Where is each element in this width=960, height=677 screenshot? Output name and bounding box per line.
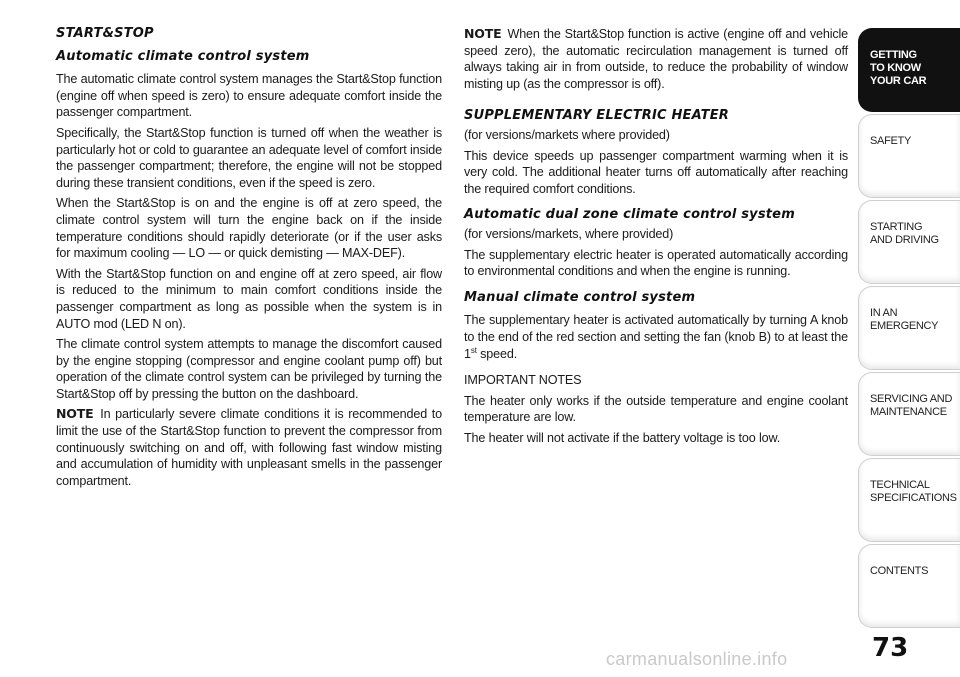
tab-safety[interactable] <box>858 114 960 198</box>
watermark: carmanualsonline.info <box>606 649 788 669</box>
paragraph: With the Start&Stop function on and engine off at zero speed, air flow is reduced to the minimum to main comfort conditions inside the passenger compartment as long as possible when the system is in AUTO mod (LED N on). <box>56 266 442 331</box>
manual-text-part: speed. <box>476 346 518 361</box>
paragraph: When the Start&Stop is on and the engine is off at zero speed, the climate control system will turn the engine back on if the inside temperature conditions should rapidly deteriorate (or if the user asks for maximum cooling — LO — or quick demisting — MAX-DEF). <box>56 196 442 261</box>
dual-zone-text: The supplementary electric heater is operated automatically according to environmental conditions and when the engine is running. <box>464 247 848 279</box>
important-title: IMPORTANT NOTES <box>464 373 582 388</box>
page-number: 73 <box>872 633 909 663</box>
note-text: In particularly severe climate conditions it is recommended to limit the use of the Start&Stop function to prevent the compressor from continuously switching on and off, with following fast window misting and accumulation of humidity with unpleasant smells in the passenger compartment. <box>56 407 442 488</box>
tab-label: SAFETY <box>870 135 911 147</box>
manual-text <box>464 312 848 362</box>
important-note: The heater only works if the outside temperature and engine coolant temperature are low. <box>464 393 848 425</box>
ordinal-suffix: st <box>470 345 477 355</box>
heater-scope: (for versions/markets where provided) <box>464 127 670 142</box>
manual-title: Manual climate control system <box>464 289 696 305</box>
tab-label: GETTING TO KNOW YOUR CAR <box>870 49 927 87</box>
chapter-sidebar <box>858 28 960 628</box>
heater-title: SUPPLEMENTARY ELECTRIC HEATER <box>464 108 730 124</box>
note-paragraph <box>56 406 442 489</box>
tab-contents[interactable] <box>858 544 960 628</box>
note-label: NOTE <box>464 26 502 41</box>
tab-servicing-and-maintenance[interactable] <box>858 372 960 456</box>
note-paragraph <box>464 26 848 92</box>
tab-label: TECHNICAL SPECIFICATIONS <box>870 479 957 504</box>
tab-in-an-emergency[interactable] <box>858 286 960 370</box>
tab-label: SERVICING AND MAINTENANCE <box>870 393 953 418</box>
left-column <box>56 26 442 493</box>
section-title: START&STOP <box>56 26 154 41</box>
tab-technical-specifications[interactable] <box>858 458 960 542</box>
tab-label: CONTENTS <box>870 565 929 577</box>
paragraph: Specifically, the Start&Stop function is turned off when the weather is particularly hot or cold to guarantee an adequate level of comfort inside the passenger compartment; therefore, the engine will not be stopped during these transient conditions, even if the speed is zero. <box>56 125 442 190</box>
paragraph: The climate control system attempts to manage the discomfort caused by the engine stopping (compressor and engine coolant pump off) but operation of the climate control system can be privileged by turning the Start&Stop off by pressing the button on the dashboard. <box>56 337 442 401</box>
tab-label: STARTING AND DRIVING <box>870 221 939 246</box>
tab-getting-to-know-your-car[interactable] <box>858 28 960 112</box>
note-label: NOTE <box>56 406 94 422</box>
right-column <box>464 26 848 450</box>
section-subtitle: Automatic climate control system <box>56 48 310 64</box>
paragraph: The automatic climate control system manages the Start&Stop function (engine off when speed is zero) to ensure adequate comfort inside the passenger compartment. <box>56 72 442 120</box>
dual-zone-scope: (for versions/markets, where provided) <box>464 226 674 241</box>
tab-label: IN AN EMERGENCY <box>870 307 939 332</box>
dual-zone-title: Automatic dual zone climate control system <box>464 207 795 223</box>
note-text: When the Start&Stop function is active (engine off and vehicle speed zero), the automatic recirculation management is turned off always taking air in from outside, to reduce the probability of window misting up (as the compressor is off). <box>464 27 848 91</box>
heater-text: This device speeds up passenger compartment warming when it is very cold. The additional heater turns off automatically after reaching the required comfort conditions. <box>464 148 848 196</box>
important-note: The heater will not activate if the battery voltage is too low. <box>464 430 781 445</box>
manual-text-part: The supplementary heater is activated automatically by turning A knob to the end of the red section and setting the fan (knob B) to at least the 1 <box>464 313 848 361</box>
tab-starting-and-driving[interactable] <box>858 200 960 284</box>
